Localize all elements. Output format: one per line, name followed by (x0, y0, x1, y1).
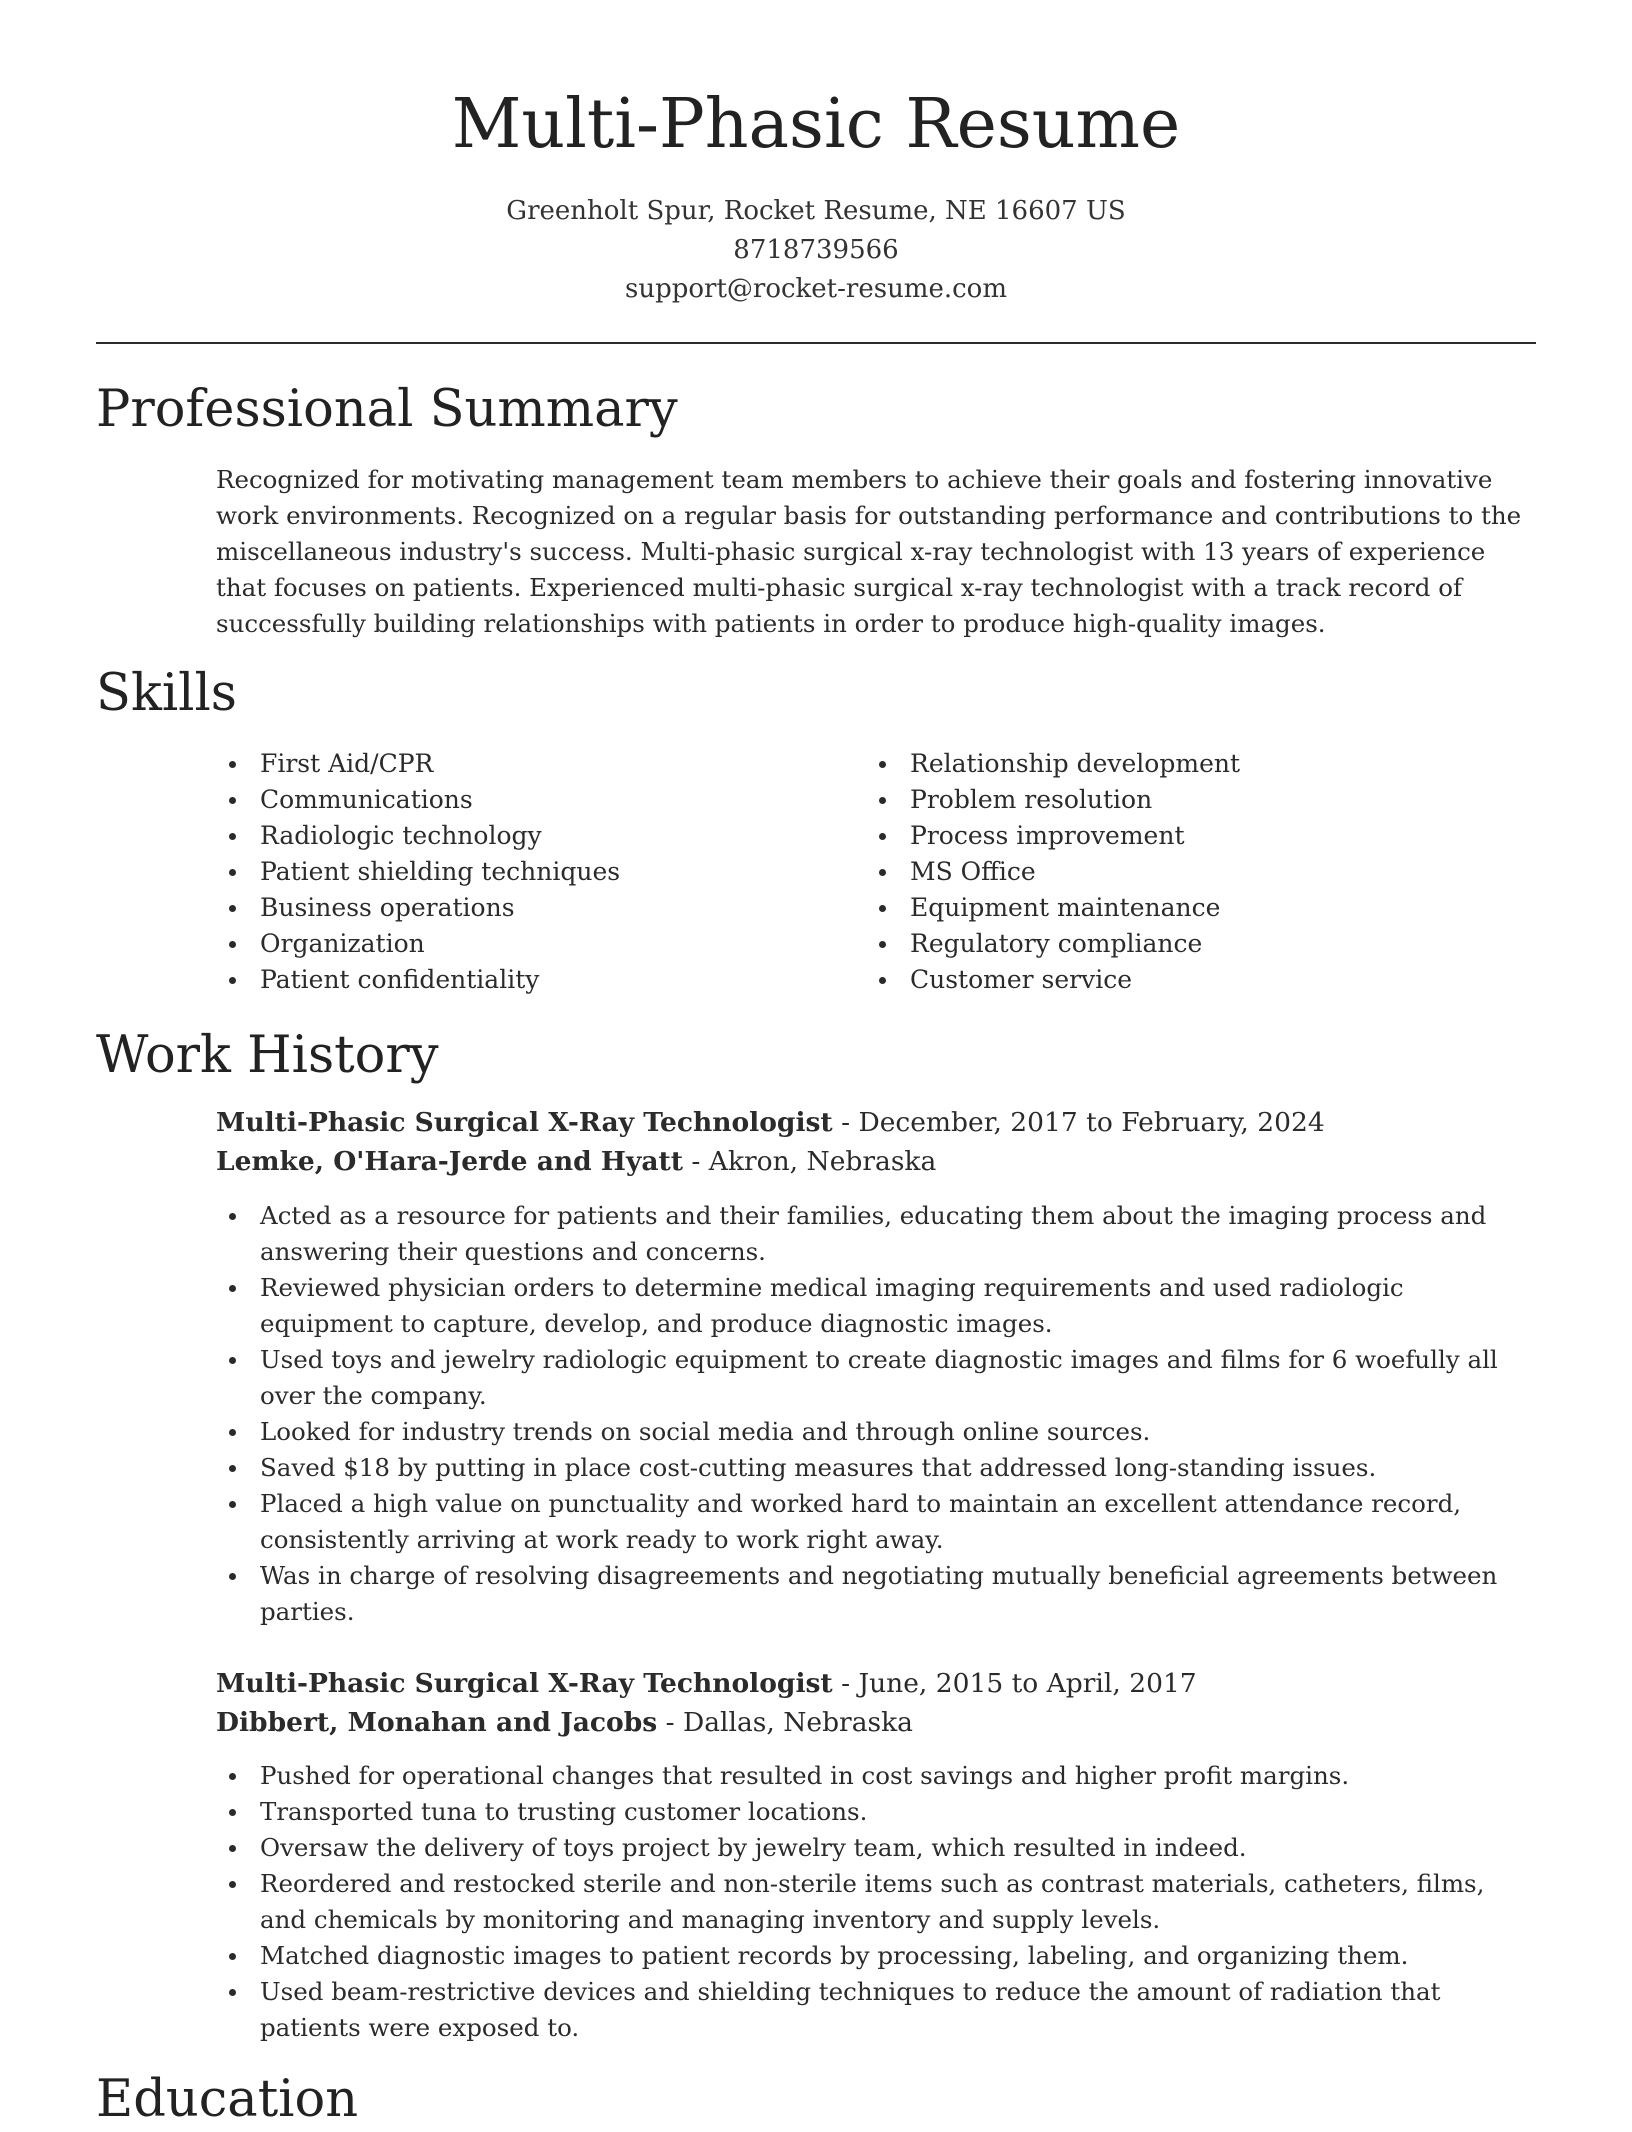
job-bullet: Transported tuna to trusting customer locations. (216, 1794, 1536, 1830)
skill-item: Problem resolution (866, 782, 1486, 818)
summary-heading: Professional Summary (96, 380, 678, 439)
contact-email: support@rocket-resume.com (624, 274, 1007, 304)
job-bullet: Acted as a resource for patients and their families, educating them about the imaging process and answering their questions and concerns. (216, 1198, 1536, 1270)
skill-item: Process improvement (866, 818, 1486, 854)
resume-name: Multi-Phasic Resume (451, 85, 1181, 164)
work-history-heading: Work History (96, 1026, 439, 1085)
job-bullet: Oversaw the delivery of toys project by jewelry team, which resulted in indeed. (216, 1830, 1536, 1866)
skill-item: Business operations (216, 890, 836, 926)
skill-item: Radiologic technology (216, 818, 836, 854)
skills-heading: Skills (96, 664, 237, 723)
job-bullet: Saved $18 by putting in place cost-cutting measures that addressed long-standing issues. (216, 1450, 1536, 1486)
job-bullet: Reordered and restocked sterile and non-sterile items such as contrast materials, catheters, films, and chemicals by monitoring and managing inventory and supply levels. (216, 1866, 1536, 1938)
skill-item: Equipment maintenance (866, 890, 1486, 926)
skill-item: Organization (216, 926, 836, 962)
job-location: - Dallas, Nebraska (657, 1707, 913, 1738)
job-bullet: Was in charge of resolving disagreements and negotiating mutually beneficial agreements between parties. (216, 1558, 1536, 1630)
job-company: Dibbert, Monahan and Jacobs (216, 1707, 658, 1738)
summary-text: Recognized for motivating management team members to achieve their goals and fostering innovative work environments. Recognized on a regular basis for outstanding performance and contributions to the miscellaneous industry's success. Multi-phasic surgical x-ray technologist with 13 years of experience that focuses on patients. Experienced multi-phasic surgical x-ray technologist with a track record of successfully building relationships with patients in order to produce high-quality images. (216, 465, 1522, 638)
skill-item: Customer service (866, 962, 1486, 998)
job-bullet: Used beam-restrictive devices and shielding techniques to reduce the amount of radiation that patients were exposed to. (216, 1974, 1536, 2046)
job-bullet: Placed a high value on punctuality and worked hard to maintain an excellent attendance record, consistently arriving at work ready to work right away. (216, 1486, 1536, 1558)
contact-address: Greenholt Spur, Rocket Resume, NE 16607 US (506, 196, 1126, 226)
job-company-line (216, 1143, 1536, 1181)
skill-item: MS Office (866, 854, 1486, 890)
job-bullets (216, 1758, 1536, 2046)
job-bullet: Matched diagnostic images to patient records by processing, labeling, and organizing them. (216, 1938, 1536, 1974)
skills-list-right (866, 746, 1486, 998)
job-dates: - December, 2017 to February, 2024 (832, 1107, 1325, 1138)
skill-item: Relationship development (866, 746, 1486, 782)
header-divider (96, 342, 1536, 344)
job-bullets (216, 1198, 1536, 1630)
job-company-line (216, 1704, 1536, 1742)
skill-item: First Aid/CPR (216, 746, 836, 782)
job-title-line (216, 1104, 1536, 1142)
job-bullet: Reviewed physician orders to determine medical imaging requirements and used radiologic equipment to capture, develop, and produce diagnostic images. (216, 1270, 1536, 1342)
skill-item: Regulatory compliance (866, 926, 1486, 962)
contact-phone: 8718739566 (733, 235, 899, 265)
job-company: Lemke, O'Hara-Jerde and Hyatt (216, 1146, 683, 1177)
job-bullet: Looked for industry trends on social media and through online sources. (216, 1414, 1536, 1450)
contact-block (0, 192, 1632, 309)
job-title-line (216, 1665, 1536, 1703)
skills-list-left (216, 746, 836, 998)
skill-item: Patient confidentiality (216, 962, 836, 998)
job-bullet: Pushed for operational changes that resulted in cost savings and higher profit margins. (216, 1758, 1536, 1794)
job-bullet: Used toys and jewelry radiologic equipment to create diagnostic images and films for 6 woefully all over the company. (216, 1342, 1536, 1414)
skill-item: Communications (216, 782, 836, 818)
job-dates: - June, 2015 to April, 2017 (832, 1668, 1197, 1699)
job-location: - Akron, Nebraska (683, 1146, 937, 1177)
education-heading: Education (96, 2070, 359, 2129)
job-title: Multi-Phasic Surgical X-Ray Technologist (216, 1107, 833, 1138)
job-title: Multi-Phasic Surgical X-Ray Technologist (216, 1668, 833, 1699)
skill-item: Patient shielding techniques (216, 854, 836, 890)
